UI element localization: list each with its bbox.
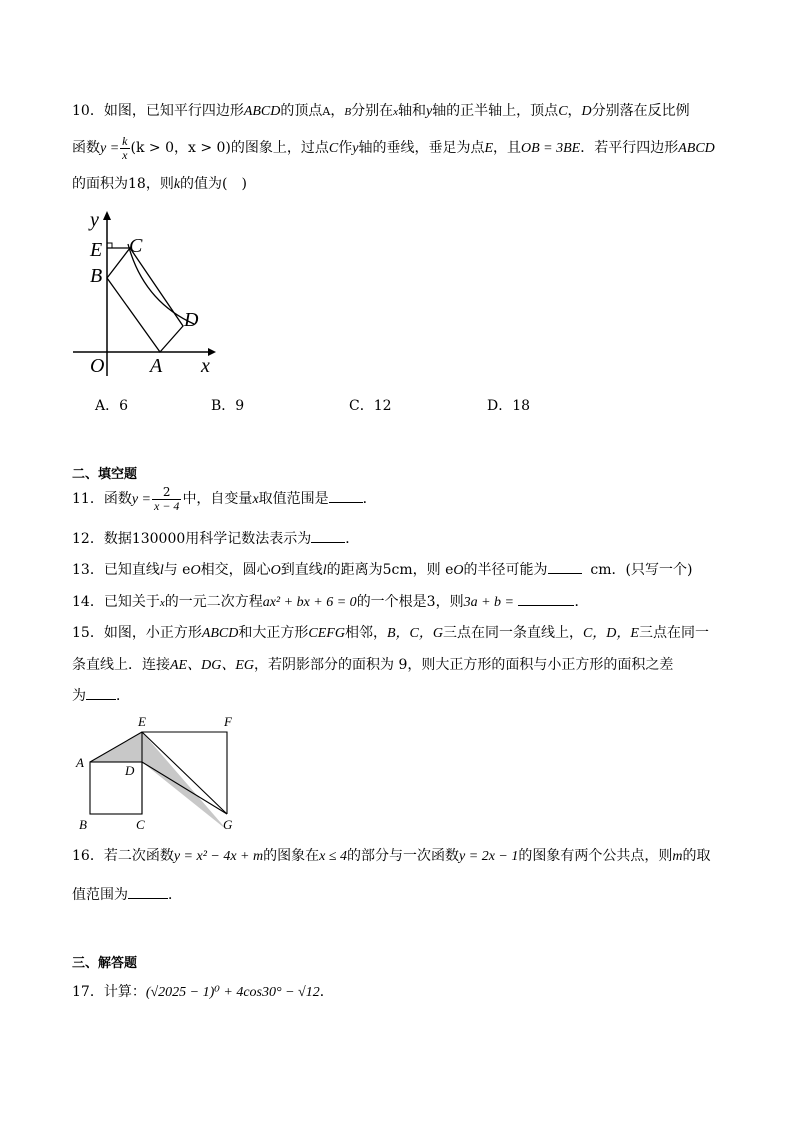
label-g: G (223, 817, 233, 832)
q11-fraction: $\frac{2}{x - 4}$ (154, 484, 180, 513)
label-a: A (76, 755, 84, 770)
label-b: B (90, 265, 103, 287)
shaded-triangle-edg (142, 732, 227, 830)
q15-figure (72, 712, 242, 834)
option-b: B．9 (211, 398, 245, 414)
section-solutions: 三、解答题 (72, 956, 138, 971)
label-a: A (150, 355, 163, 376)
y-axis-arrow (103, 211, 111, 220)
q15-line-2: 条直线上．连接AE、DG、EG，若阴影部分的面积为 9，则大正方形的面积与小正方形的面积之差 (72, 657, 674, 673)
q13-blank[interactable] (548, 559, 582, 574)
q12-blank[interactable] (311, 528, 345, 543)
label-d: D (125, 763, 135, 778)
q14-blank[interactable] (518, 591, 574, 606)
q15-blank[interactable] (86, 685, 116, 700)
q10-line-1: 10．如图，已知平行四边形ABCD的顶点A，B分别在x轴和y轴的正半轴上，顶点C，D分别落在反比例 (72, 103, 690, 119)
label-x: x (201, 355, 210, 376)
label-e: E (138, 714, 146, 729)
label-o: O (90, 355, 105, 376)
q16-line-2: 值范围为 ． (72, 884, 182, 905)
q16-blank[interactable] (128, 884, 168, 899)
q15-line-3: 为 ． (72, 685, 130, 706)
label-d: D (184, 309, 199, 331)
q15-line-1: 15．如图，小正方形ABCD和大正方形CEFG相邻，B，C，G三点在同一条直线上，C，D，E三点在同一 (72, 625, 709, 641)
k-over-x-fraction: $\frac{k}{x}$ (122, 133, 128, 162)
option-a: A．6 (95, 398, 129, 414)
q13: 13．已知直线l与 eO相交，圆心O到直线l的距离为5cm，则 eO的半径可能为 cm．(只写一个) (72, 559, 692, 581)
label-c: C (136, 817, 145, 832)
segment-eg (142, 732, 227, 814)
label-c: C (129, 235, 143, 257)
q11: 11．函数y = $\frac{2}{x - 4}$ 中，自变量x取值范围是 ． (72, 484, 377, 513)
segment-dg (142, 762, 227, 814)
q14: 14．已知关于x的一元二次方程ax² + bx + 6 = 0的一个根是3，则3a + b = ． (72, 591, 588, 613)
option-c: C．12 (349, 398, 392, 414)
label-e: E (90, 239, 103, 261)
label-y: y (90, 209, 99, 231)
q12: 12．数据130000用科学记数法表示为 ． (72, 528, 359, 549)
q11-blank[interactable] (329, 488, 363, 503)
label-b: B (79, 817, 87, 832)
q16-line-1: 16．若二次函数y = x² − 4x + m的图象在x ≤ 4的部分与一次函数y = 2x − 1的图象有两个公共点，则m的取 (72, 848, 711, 864)
option-d: D．18 (487, 398, 531, 414)
q17: 17．计算：(√2025 − 1)⁰ + 4cos30° − √12． (72, 984, 334, 1000)
parallelogram-abcd (107, 248, 183, 352)
q10-line-3: 的面积为18，则k的值为( ) (72, 176, 247, 192)
q10-line-2: 函数y = $\frac{k}{x}$ (k > 0，x > 0)的图象上，过点C作y轴的垂线，垂足为点E，且OB = 3BE．若平行四边形ABCD (72, 133, 715, 162)
q10-figure (70, 206, 220, 376)
section-fill-in: 二、填空题 (72, 467, 138, 482)
label-f: F (224, 714, 232, 729)
